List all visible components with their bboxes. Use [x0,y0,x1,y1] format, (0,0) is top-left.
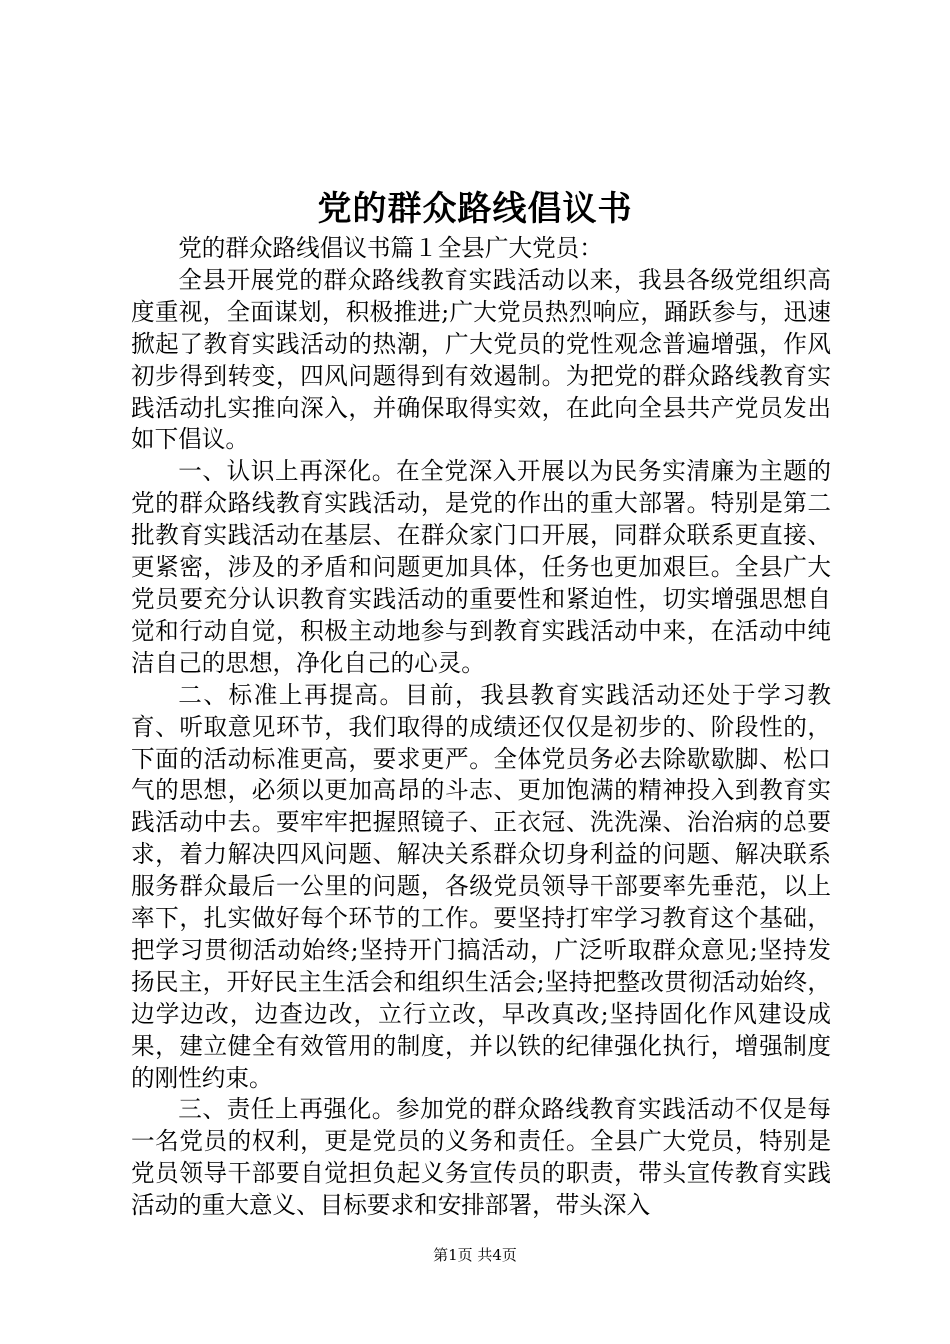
paragraph-section-2: 二、标准上再提高。目前，我县教育实践活动还处于学习教育、听取意见环节，我们取得的成绩还仅仅是初步的、阶段性的，下面的活动标准更高，要求更严。全体党员务必去除歇歇脚、松口气的思想，必须以更加高昂的斗志、更加饱满的精神投入到教育实践活动中去。要牢牢把握照镜子、正衣冠、洗洗澡、治治病的总要求，着力解决四风问题、解决关系群众切身利益的问题、解决联系服务群众最后一公里的问题，各级党员领导干部要率先垂范，以上率下，扎实做好每个环节的工作。要坚持打牢学习教育这个基础，把学习贯彻活动始终;坚持开门搞活动，广泛听取群众意见;坚持发扬民主，开好民主生活会和组织生活会;坚持把整改贯彻活动始终，边学边改，边查边改，立行立改，早改真改;坚持固化作风建设成果，建立健全有效管用的制度，并以铁的纪律强化执行，增强制度的刚性约束。 [131,680,831,1092]
page-footer: 第1页 共4页 [433,1246,517,1264]
paragraph-intro: 全县开展党的群众路线教育实践活动以来，我县各级党组织高度重视，全面谋划，积极推进;广大党员热烈响应，踊跃参与，迅速掀起了教育实践活动的热潮，广大党员的党性观念普遍增强，作风初步得到转变，四风问题得到有效遏制。为把党的群众路线教育实践活动扎实推向深入，并确保取得实效，在此向全县共产党员发出如下倡议。 [131,265,831,454]
paragraph-section-3: 三、责任上再强化。参加党的群众路线教育实践活动不仅是每一名党员的权利，更是党员的义务和责任。全县广大党员，特别是党员领导干部要自觉担负起义务宣传员的职责，带头宣传教育实践活动的重大意义、目标要求和安排部署，带头深入 [131,1095,831,1220]
document-title: 党的群众路线倡议书 [317,189,633,229]
paragraph-section-1: 一、认识上再深化。在全党深入开展以为民务实清廉为主题的党的群众路线教育实践活动，是党的作出的重大部署。特别是第二批教育实践活动在基层、在群众家门口开展，同群众联系更直接、更紧密，涉及的矛盾和问题更加具体，任务也更加艰巨。全县广大党员要充分认识教育实践活动的重要性和紧迫性，切实增强思想自觉和行动自觉，积极主动地参与到教育实践活动中来，在活动中纯洁自己的思想，净化自己的心灵。 [131,457,831,677]
paragraph-greeting: 党的群众路线倡议书篇１全县广大党员： [178,234,603,262]
document-body [131,233,831,1222]
